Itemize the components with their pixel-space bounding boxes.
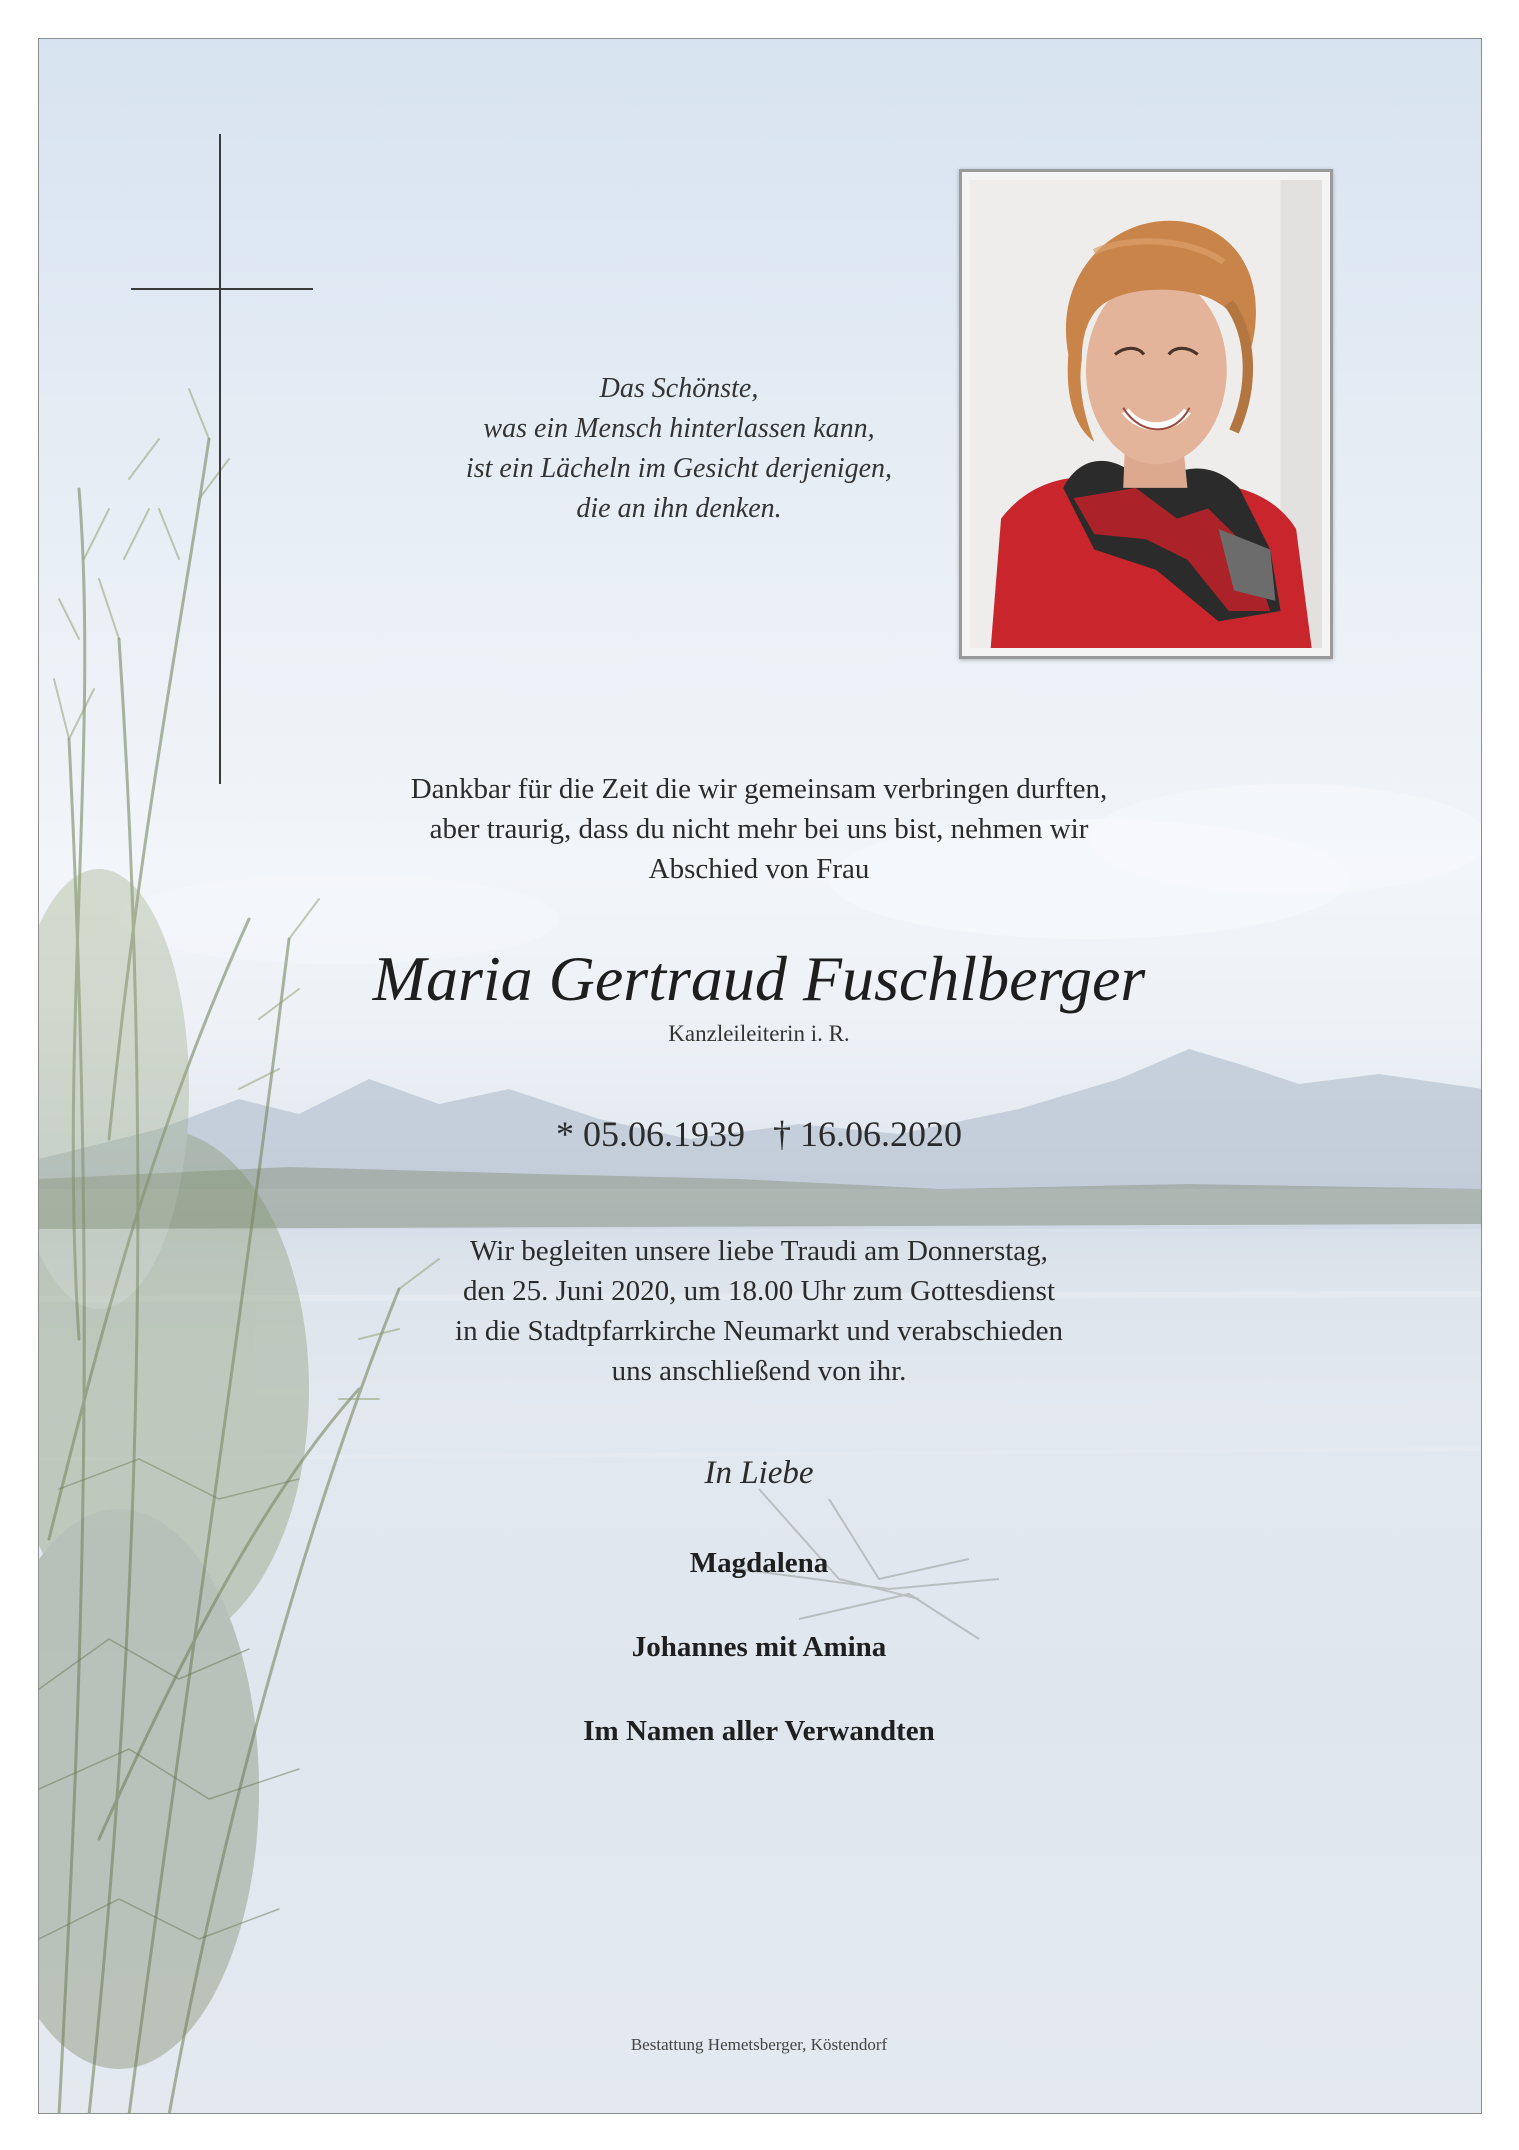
death-date: † 16.06.2020	[773, 1114, 962, 1154]
ceremony-line: in die Stadtpfarrkirche Neumarkt und verabschieden	[455, 1315, 1063, 1347]
ceremony-line: Wir begleiten unsere liebe Traudi am Donnerstag,	[470, 1235, 1048, 1267]
undertaker-credit: Bestattung Hemetsberger, Köstendorf	[630, 2035, 888, 2054]
mourner-name: Johannes mit Amina	[631, 1631, 887, 1663]
intro-line: Abschied von Frau	[648, 853, 870, 885]
cross-horizontal-bar	[131, 288, 313, 290]
quote-line: ist ein Lächeln im Gesicht derjenigen,	[465, 453, 893, 484]
portrait-photo-frame	[959, 169, 1333, 659]
quote-line: die an ihn denken.	[576, 493, 782, 524]
intro-line: aber traurig, dass du nicht mehr bei uns bist, nehmen wir	[429, 813, 1089, 845]
cross-vertical-bar	[219, 134, 221, 784]
mourner-name: Im Namen aller Verwandten	[583, 1715, 935, 1747]
ceremony-details	[359, 1231, 1159, 1391]
memorial-quote	[369, 369, 989, 529]
intro-line: Dankbar für die Zeit die wir gemeinsam verbringen durften,	[410, 773, 1108, 805]
deceased-title: Kanzleileiterin i. R.	[668, 1021, 850, 1046]
life-dates	[459, 1111, 1059, 1157]
farewell-intro	[319, 769, 1199, 889]
ceremony-line: den 25. Juni 2020, um 18.00 Uhr zum Gottesdienst	[462, 1275, 1056, 1307]
birth-date: * 05.06.1939	[556, 1114, 745, 1154]
portrait-photo	[970, 180, 1322, 648]
deceased-name: Maria Gertraud Fuschlberger	[372, 943, 1146, 1014]
quote-line: Das Schönste,	[599, 373, 759, 404]
ceremony-line: uns anschließend von ihr.	[611, 1355, 907, 1387]
mourner-name: Magdalena	[689, 1547, 829, 1579]
obituary-card	[38, 38, 1482, 2114]
quote-line: was ein Mensch hinterlassen kann,	[483, 413, 875, 444]
in-liebe-heading: In Liebe	[704, 1455, 814, 1491]
